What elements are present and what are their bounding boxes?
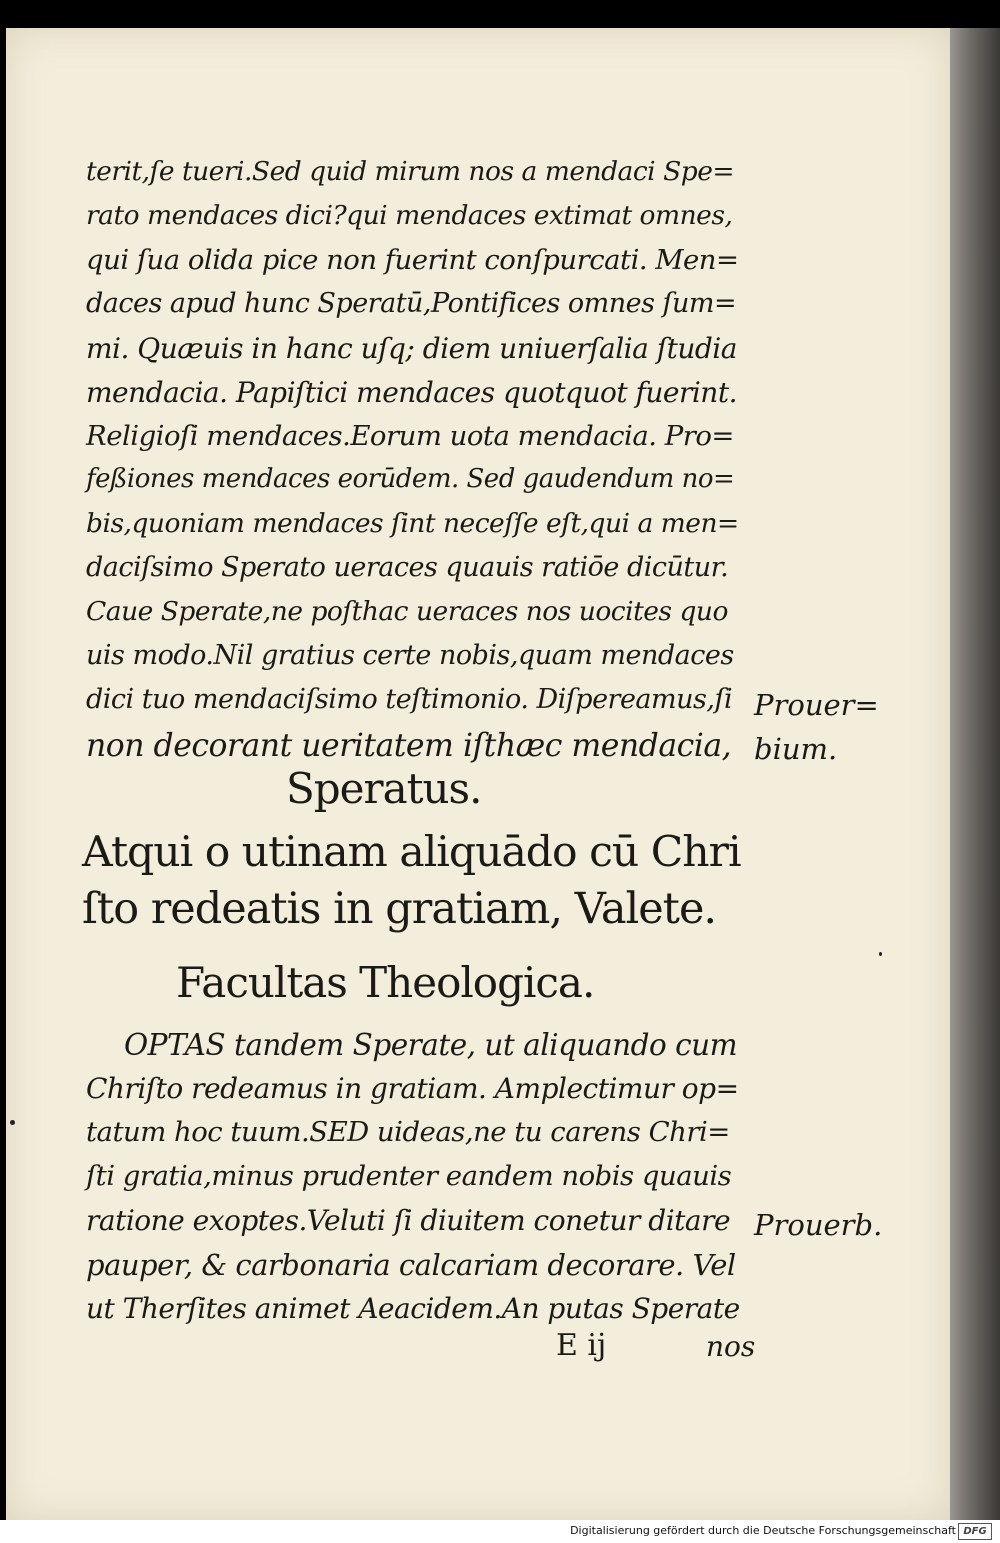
ink-speck — [879, 952, 882, 956]
marginal-note: Prouerb. — [754, 1208, 883, 1242]
ink-speck — [10, 1120, 15, 1125]
text-line: Religioſi mendaces.Eorum uota mendacia. Pro= — [86, 420, 734, 452]
text-line: ſti gratia,minus prudenter eandem nobis quauis — [86, 1160, 732, 1192]
text-line: tatum hoc tuum.SED uideas,ne tu carens Chri= — [86, 1116, 730, 1148]
marginal-note: Prouer= — [754, 688, 879, 722]
text-line: dici tuo mendaciſsimo teſtimonio. Diſpereamus,ſi — [86, 684, 733, 715]
text-line: ut Therſites animet Aeacidem.An putas Sperate — [86, 1292, 740, 1325]
text-line: OPTAS tandem Sperate, ut aliquando cum — [124, 1028, 738, 1062]
text-line: mi. Quæuis in hanc uſq; diem uniuerſalia ſtudia — [86, 332, 737, 365]
text-line: daciſsimo Sperato ueraces quauis ratiōe dicūtur. — [86, 552, 729, 583]
dfg-logo: DFG — [958, 1523, 992, 1540]
text-line: feßiones mendaces eorūdem. Sed gaudendum no= — [86, 464, 735, 494]
speech-line: Atqui o utinam aliquādo cū Chri — [82, 828, 741, 877]
book-spine — [950, 28, 1000, 1520]
text-line: non decorant ueritatem iſthæc mendacia, — [86, 728, 732, 764]
text-line: ratione exoptes.Veluti ſi diuitem conetur ditare — [86, 1204, 731, 1237]
footer-bar — [0, 1520, 1000, 1543]
text-line: Chriſto redeamus in gratiam. Amplectimur op= — [86, 1072, 739, 1105]
signature-mark: E ij — [556, 1328, 607, 1363]
text-line: pauper, & carbonaria calcariam decorare. Vel — [86, 1248, 736, 1282]
book-page — [6, 28, 950, 1520]
marginal-note: bium. — [754, 732, 838, 766]
text-line: daces apud hunc Speratū,Pontifices omnes ſum= — [86, 288, 737, 319]
speaker-heading: Facultas Theologica. — [176, 958, 595, 1007]
text-line: uis modo.Nil gratius certe nobis,quam mendaces — [86, 640, 734, 671]
footer-credit: Digitalisierung gefördert durch die Deutsche Forschungsgemeinschaft — [570, 1524, 956, 1537]
text-line: rato mendaces dici?qui mendaces extimat omnes, — [86, 200, 733, 231]
text-line: qui ſua olida pice non fuerint conſpurcati. Men= — [86, 244, 739, 276]
text-line: Caue Sperate,ne poſthac ueraces nos uocites quo — [86, 596, 728, 627]
text-line: bis,quoniam mendaces ſint neceſſe eſt,qui a men= — [86, 508, 739, 539]
text-line: terit,ſe tueri.Sed quid mirum nos a mendaci Spe= — [86, 156, 735, 187]
speaker-heading: Speratus. — [286, 764, 482, 813]
speech-line: ſto redeatis in gratiam, Valete. — [82, 884, 717, 934]
text-line: mendacia. Papiſtici mendaces quotquot fuerint. — [86, 376, 737, 409]
catchword: nos — [706, 1330, 756, 1363]
